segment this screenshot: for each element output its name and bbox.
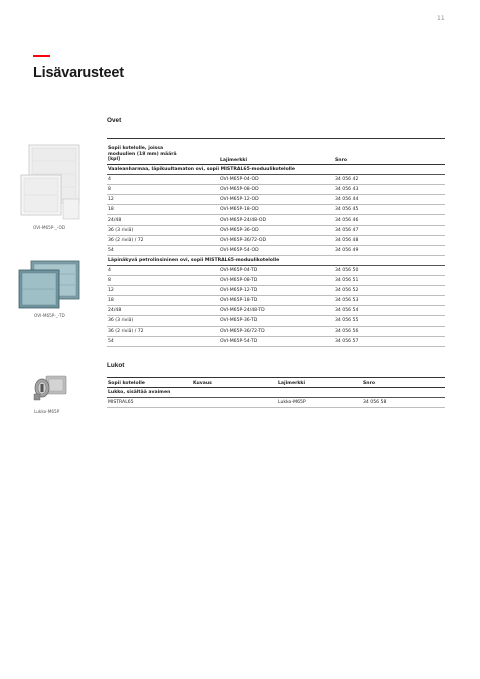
lock-image <box>30 372 70 404</box>
header-modules-line3: [kpl] <box>108 157 121 163</box>
type-designation: OVI-M65P-08-TD <box>219 276 334 286</box>
table-row <box>107 316 445 326</box>
header-modules <box>107 139 219 165</box>
module-count: 36 (3 riviä) <box>107 316 219 326</box>
product-number: 34 056 57 <box>334 336 445 346</box>
header-fits: Sopii kotelolle <box>107 378 192 388</box>
type-designation: OVI-M65P-36-TD <box>219 316 334 326</box>
product-number: 34 056 42 <box>334 175 445 185</box>
header-type: Lajimerkki <box>277 378 362 388</box>
group-locks-label: Lukko, sisältää avaimen <box>107 388 445 398</box>
module-count: 54 <box>107 336 219 346</box>
product-number: 34 056 45 <box>334 205 445 215</box>
product-number: 34 056 55 <box>334 316 445 326</box>
doors-heading: Ovet <box>107 117 122 124</box>
table-row <box>107 296 445 306</box>
transparent-door-image <box>17 260 83 310</box>
module-count: 4 <box>107 175 219 185</box>
product-number: 34 056 44 <box>334 195 445 205</box>
table-row <box>107 235 445 245</box>
module-count: 8 <box>107 185 219 195</box>
type-designation: OVI-M65P-36/72-OD <box>219 235 334 245</box>
product-number: 34 056 49 <box>334 245 445 255</box>
doors-table-header <box>107 139 445 165</box>
type-designation: OVI-M65P-54-OD <box>219 245 334 255</box>
doors-table <box>107 138 445 347</box>
module-count: 54 <box>107 245 219 255</box>
type-designation: OVI-M65P-18-TD <box>219 296 334 306</box>
group-transparent-doors <box>107 255 445 265</box>
product-number: 34 056 51 <box>334 276 445 286</box>
table-row <box>107 336 445 346</box>
group-opaque-doors <box>107 165 445 175</box>
table-row <box>107 398 445 408</box>
type-designation: OVI-M65P-04-OD <box>219 175 334 185</box>
product-number: 34 056 53 <box>334 296 445 306</box>
table-row <box>107 205 445 215</box>
type-designation: OVI-M65P-36/72-TD <box>219 326 334 336</box>
module-count: 4 <box>107 265 219 275</box>
page-title: Lisävarusteet <box>33 65 124 81</box>
module-count: 24/48 <box>107 306 219 316</box>
opaque-door-caption: OVI-M65P-_-OD <box>33 225 65 230</box>
product-number: 34 056 46 <box>334 215 445 225</box>
module-count: 36 (2 riviä) / 72 <box>107 326 219 336</box>
product-number: 34 056 43 <box>334 185 445 195</box>
module-count: 18 <box>107 296 219 306</box>
module-count: 36 (3 riviä) <box>107 225 219 235</box>
locks-table-header <box>107 378 445 388</box>
type-designation: OVI-M65P-24/48-OD <box>219 215 334 225</box>
table-row <box>107 326 445 336</box>
page-number: 11 <box>437 15 445 22</box>
type-designation: OVI-M65P-12-OD <box>219 195 334 205</box>
type-designation: Lukko-M65P <box>277 398 362 408</box>
module-count: 12 <box>107 286 219 296</box>
product-number: 34 056 48 <box>334 235 445 245</box>
header-modules-line2: moduulien (18 mm) määrä <box>108 151 177 157</box>
product-number: 34 056 50 <box>334 265 445 275</box>
product-number: 34 056 56 <box>334 326 445 336</box>
module-count: 36 (2 riviä) / 72 <box>107 235 219 245</box>
header-description: Kuvaus <box>192 378 277 388</box>
type-designation: OVI-M65P-24/48-TD <box>219 306 334 316</box>
table-row <box>107 175 445 185</box>
opaque-door-image <box>19 143 82 223</box>
header-modules-line1: Sopii kotelolle, joissa <box>108 146 164 152</box>
group-locks <box>107 388 445 398</box>
table-row <box>107 276 445 286</box>
fits-enclosure: MISTRAL65 <box>107 398 192 408</box>
table-row <box>107 185 445 195</box>
table-row <box>107 245 445 255</box>
header-type: Lajimerkki <box>219 139 334 165</box>
group-opaque-doors-label: Vaaleanharmaa, läpikuultamaton ovi, sopii MISTRAL65-moduulikotelolle <box>107 165 445 175</box>
product-number: 34 056 52 <box>334 286 445 296</box>
table-row <box>107 225 445 235</box>
accent-bar <box>33 55 50 57</box>
type-designation: OVI-M65P-12-TD <box>219 286 334 296</box>
lock-caption: Lukko-M65P <box>34 409 60 414</box>
module-count: 24/48 <box>107 215 219 225</box>
type-designation: OVI-M65P-18-OD <box>219 205 334 215</box>
description <box>192 398 277 408</box>
table-row <box>107 286 445 296</box>
header-code: Snro <box>362 378 445 388</box>
locks-table <box>107 377 445 408</box>
table-row <box>107 195 445 205</box>
group-transparent-doors-label: Läpinäkyvä petrolinsininen ovi, sopii MISTRAL65-moduulikotelolle <box>107 255 445 265</box>
transparent-door-caption: OVI-M65P-_-TD <box>34 313 65 318</box>
product-number: 34 056 54 <box>334 306 445 316</box>
table-row <box>107 265 445 275</box>
module-count: 12 <box>107 195 219 205</box>
locks-heading: Lukot <box>107 362 125 369</box>
table-row <box>107 306 445 316</box>
product-number: 34 056 47 <box>334 225 445 235</box>
table-row <box>107 215 445 225</box>
type-designation: OVI-M65P-36-OD <box>219 225 334 235</box>
module-count: 18 <box>107 205 219 215</box>
type-designation: OVI-M65P-04-TD <box>219 265 334 275</box>
module-count: 8 <box>107 276 219 286</box>
type-designation: OVI-M65P-08-OD <box>219 185 334 195</box>
type-designation: OVI-M65P-54-TD <box>219 336 334 346</box>
header-code: Snro <box>334 139 445 165</box>
product-number: 34 056 58 <box>362 398 445 408</box>
